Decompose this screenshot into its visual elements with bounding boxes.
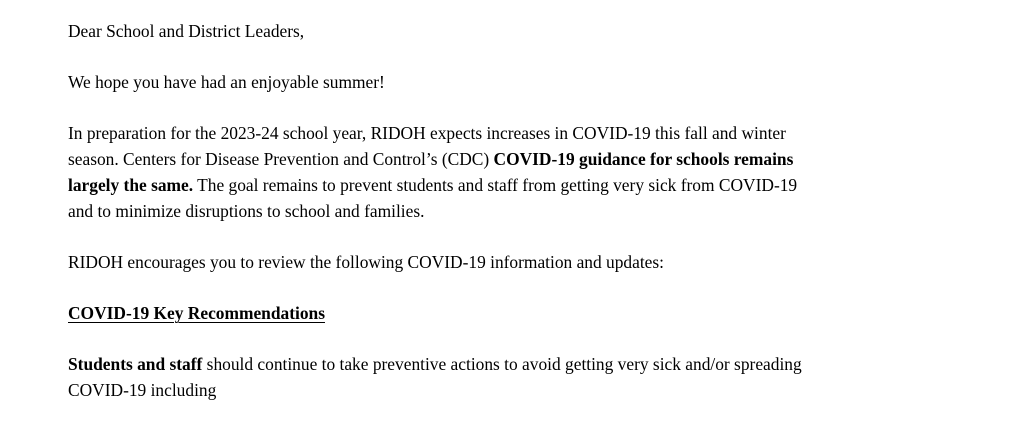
paragraph-gap (68, 275, 948, 300)
students-line-1-text: should continue to take preventive actions to avoid getting very sick and/or spreading (202, 354, 802, 374)
letter-body (68, 18, 948, 403)
intro-line-2 (68, 146, 948, 172)
students-staff-emphasis: Students and staff (68, 354, 203, 374)
intro-line-2-text: season. Centers for Disease Prevention and Control’s (CDC) (68, 149, 494, 169)
paragraph-gap (68, 326, 948, 351)
largely-same-emphasis: largely the same. (68, 175, 194, 195)
review-paragraph: RIDOH encourages you to review the following COVID-19 information and updates: (68, 252, 664, 272)
cdc-guidance-emphasis: COVID-19 guidance for schools remains (493, 149, 794, 169)
greeting: We hope you have had an enjoyable summer! (68, 72, 385, 92)
intro-line-3-text: The goal remains to prevent students and staff from getting very sick from COVID-19 (193, 175, 798, 195)
students-paragraph (68, 351, 948, 403)
salutation: Dear School and District Leaders, (68, 21, 305, 41)
students-line-2: COVID-19 including (68, 380, 217, 400)
intro-line-4: and to minimize disruptions to school and families. (68, 201, 425, 221)
paragraph-gap (68, 44, 948, 69)
section-heading-key-recommendations: COVID-19 Key Recommendations (68, 303, 325, 323)
paragraph-gap (68, 95, 948, 120)
paragraph-gap (68, 224, 948, 249)
students-line-1 (68, 351, 948, 377)
intro-line-3 (68, 172, 948, 198)
intro-paragraph (68, 120, 948, 224)
intro-line-1: In preparation for the 2023-24 school year, RIDOH expects increases in COVID-19 this fall and winter (68, 123, 786, 143)
